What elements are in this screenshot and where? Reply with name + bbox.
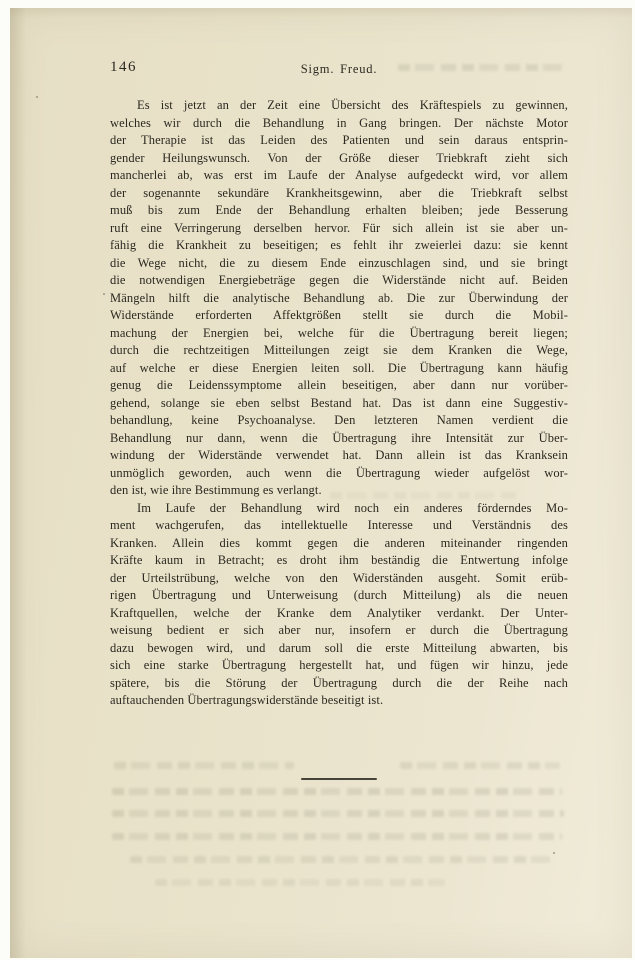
text-line: Widerstände erforderten Affektgrößen stellt sie durch die Mobil- — [110, 308, 568, 322]
paragraph — [110, 97, 568, 500]
text-line: Mängeln hilft die analytische Behandlung ab. Die zur Überwindung der — [110, 290, 568, 305]
text-line: auftauchenden Übertragungswiderstände beseitigt ist. — [110, 693, 384, 707]
text-line: auf welche er diese Energien leiten soll. Die Übertragung kann häufig — [110, 360, 568, 375]
page-number: 146 — [110, 59, 137, 75]
scan-speck — [36, 96, 38, 98]
text-line: die Wege nicht, die zu diesem Ende einzuschlagen sind, und sie bringt — [110, 255, 568, 270]
bleedthrough-text — [112, 810, 564, 817]
text-line: Kräfte kaum in Betracht; es droht ihm beständig die Entwertung infolge — [110, 553, 568, 567]
text-line: Behandlung nur dann, wenn die Übertragung ihre Intensität zur Über- — [110, 430, 568, 445]
text-line: Kraftquellen, welche der Kranke dem Analytiker verdankt. Der Unter- — [110, 605, 568, 620]
text-line: der sogenannte sekundäre Krankheitsgewinn, aber die Triebkraft selbst — [110, 185, 568, 200]
text-line: unmöglich geworden, auch wenn die Übertragung wieder aufgelöst wor- — [110, 465, 568, 480]
text-line: dazu bewogen wird, und darum soll die erste Mitteilung abwarten, bis — [110, 640, 568, 655]
text-line: durch die rechtzeitigen Mitteilungen zeigt sie dem Kranken die Wege, — [110, 343, 568, 357]
text-line: behandlung, keine Psychoanalyse. Den letzteren Namen verdient die — [110, 413, 568, 427]
bleedthrough-text — [114, 762, 294, 769]
bleedthrough-text — [400, 762, 560, 769]
text-line: die notwendigen Energiebeträge gegen die Widerstände nicht auf. Beiden — [110, 273, 568, 287]
bleedthrough-text — [398, 64, 563, 71]
section-separator-rule — [301, 778, 377, 780]
text-line: den ist, wie ihre Bestimmung es verlangt. — [110, 483, 322, 497]
scan-speck — [553, 852, 555, 854]
text-line: welches wir durch die Behandlung in Gang bringen. Der nächste Motor — [110, 115, 568, 130]
text-line: gehend, solange sie eben selbst Bestand hat. Das ist dann eine Suggestiv- — [110, 395, 568, 410]
bleedthrough-text — [330, 492, 520, 499]
text-line: genug die Leidenssymptome allein beseitigen, aber dann nur vorüber- — [110, 378, 568, 392]
text-line: weisung bedient er sich aber nur, insofern er durch die Übertragung — [110, 623, 568, 637]
text-line: ment wachgerufen, das intellektuelle Interesse und Verständnis des — [110, 518, 568, 532]
scan-speck — [103, 293, 105, 295]
text-line: machung der Energien bei, welche für die Übertragung bereit liegen; — [110, 325, 568, 340]
bleedthrough-text — [112, 788, 562, 795]
text-line: rigen Übertragung und Unterweisung (durch Mitteilung) als die neuen — [110, 588, 568, 602]
text-line: ruft eine Verringerung derselben hervor. Für sich allein ist sie aber un- — [110, 220, 568, 235]
bleedthrough-text — [155, 879, 445, 886]
text-line: der Therapie ist das Leiden des Patienten und sein daraus entsprin- — [110, 133, 568, 147]
paragraph — [110, 500, 568, 710]
text-line: Im Laufe der Behandlung wird noch ein anderes förderndes Mo- — [137, 500, 568, 515]
text-line: gender Heilungswunsch. Von der Größe dieser Triebkraft zieht sich — [110, 150, 568, 165]
text-line: Es ist jetzt an der Zeit eine Übersicht des Kräftespiels zu gewinnen, — [137, 98, 568, 112]
text-line: sich eine starke Übertragung hergestellt hat, und fügen wir hinzu, jede — [110, 658, 568, 672]
bleedthrough-text — [112, 833, 562, 840]
text-line: Kranken. Allein dies kommt gegen die anderen miteinander ringenden — [110, 535, 568, 550]
text-line: spätere, bis die Störung der Übertragung durch die der Reihe nach — [110, 675, 568, 690]
text-line: muß bis zum Ende der Behandlung erhalten bleiben; jede Besserung — [110, 203, 568, 217]
text-line: fähig die Krankheit zu beseitigen; es fehlt ihr zweierlei dazu: sie kennt — [110, 238, 568, 252]
bleedthrough-text — [130, 856, 550, 863]
text-line: windung der Widerstände verwendet hat. Dann allein ist das Kranksein — [110, 448, 568, 462]
body-text — [110, 97, 568, 710]
text-line: der Urteilstrübung, welche von den Widerständen ausgeht. Somit erüb- — [110, 570, 568, 585]
running-header: Sigm. Freud. — [300, 62, 378, 76]
text-line: mancherlei ab, was erst im Laufe der Analyse aufgedeckt wird, vor allem — [110, 168, 568, 182]
